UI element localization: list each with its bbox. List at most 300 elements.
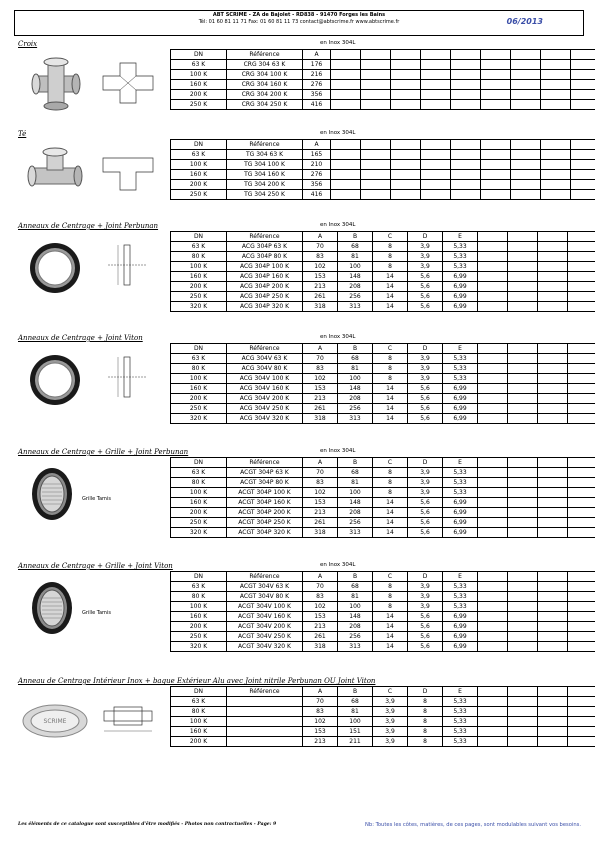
svg-text:SCRIME: SCRIME — [43, 718, 67, 725]
table-cell — [421, 150, 451, 160]
table-cell: 261 — [303, 518, 338, 528]
section-title: Anneaux de Centrage + Grille + Joint Perbunan — [18, 448, 189, 456]
column-header — [511, 50, 541, 60]
column-header — [478, 687, 508, 697]
table-cell: 5,6 — [408, 414, 443, 424]
table-cell: 250 K — [171, 292, 227, 302]
table-cell: 250 K — [171, 404, 227, 414]
table-cell: 416 — [303, 100, 331, 110]
table-cell: 100 K — [171, 262, 227, 272]
table-cell: 14 — [373, 632, 408, 642]
table-cell: 213 — [303, 508, 338, 518]
table-cell — [571, 80, 595, 90]
column-header — [421, 50, 451, 60]
table-cell: 6,99 — [443, 292, 478, 302]
table-cell — [508, 468, 538, 478]
table-cell — [361, 80, 391, 90]
table-cell: 8 — [373, 488, 408, 498]
table-cell — [568, 612, 595, 622]
table-cell — [361, 160, 391, 170]
table-cell: 153 — [303, 384, 338, 394]
column-header — [538, 572, 568, 582]
table-cell: 256 — [338, 404, 373, 414]
product-section — [0, 677, 595, 777]
table-cell — [568, 592, 595, 602]
column-header: DN — [171, 458, 227, 468]
table-cell: 148 — [338, 612, 373, 622]
table-cell — [508, 252, 538, 262]
table-cell — [538, 242, 568, 252]
table-cell: 14 — [373, 302, 408, 312]
table-cell: 6,99 — [443, 612, 478, 622]
column-header: E — [443, 344, 478, 354]
table-cell: 80 K — [171, 592, 227, 602]
table-cell: 200 K — [171, 737, 227, 747]
table-cell — [508, 478, 538, 488]
table-cell — [511, 100, 541, 110]
table-cell: 213 — [303, 737, 338, 747]
table-cell: 320 K — [171, 302, 227, 312]
table-cell: 160 K — [171, 170, 227, 180]
table-row — [171, 252, 595, 262]
column-header: DN — [171, 50, 227, 60]
table-cell: 6,99 — [443, 632, 478, 642]
table-cell — [478, 404, 508, 414]
table-cell — [391, 80, 421, 90]
column-header — [508, 687, 538, 697]
table-cell — [571, 90, 595, 100]
table-cell — [508, 282, 538, 292]
table-cell: 100 — [338, 602, 373, 612]
table-cell — [227, 727, 303, 737]
table-cell — [568, 727, 595, 737]
table-cell — [478, 374, 508, 384]
column-header: C — [373, 344, 408, 354]
table-row — [171, 528, 595, 538]
table-cell: ACG 304V 200 K — [227, 394, 303, 404]
column-header: E — [443, 572, 478, 582]
table-cell — [481, 150, 511, 160]
table-cell: 3,9 — [408, 252, 443, 262]
table-cell — [568, 414, 595, 424]
table-cell: 5,33 — [443, 374, 478, 384]
table-cell: 160 K — [171, 498, 227, 508]
table-cell: 153 — [303, 498, 338, 508]
table-cell — [541, 70, 571, 80]
table-cell: 3,9 — [373, 697, 408, 707]
table-cell — [538, 518, 568, 528]
table-row — [171, 100, 595, 110]
table-cell — [508, 717, 538, 727]
section-material: en Inox 304L — [320, 130, 356, 136]
table-cell — [331, 170, 361, 180]
table-cell: 250 K — [171, 632, 227, 642]
table-cell — [538, 632, 568, 642]
table-cell — [568, 582, 595, 592]
column-header: D — [408, 344, 443, 354]
table-cell: 320 K — [171, 642, 227, 652]
table-cell — [568, 282, 595, 292]
table-cell: 256 — [338, 518, 373, 528]
table-cell — [331, 60, 361, 70]
table-cell: 14 — [373, 414, 408, 424]
company-contact: Tél: 01 60 81 11 71 Fax: 01 60 81 11 73 contact@abtscrime.fr www.abtscrime.fr — [198, 19, 400, 25]
table-cell: 5,6 — [408, 622, 443, 632]
table-cell: CRG 304 160 K — [227, 80, 303, 90]
table-row — [171, 478, 595, 488]
table-cell — [478, 727, 508, 737]
table-cell: 68 — [338, 468, 373, 478]
section-title: Anneaux de Centrage + Grille + Joint Viton — [18, 562, 173, 570]
table-cell — [508, 498, 538, 508]
table-cell: 148 — [338, 384, 373, 394]
table-cell: 80 K — [171, 478, 227, 488]
column-header: Référence — [227, 50, 303, 60]
table-cell — [538, 414, 568, 424]
table-cell — [541, 160, 571, 170]
table-cell — [508, 622, 538, 632]
table-cell: 8 — [408, 727, 443, 737]
table-cell: 100 K — [171, 717, 227, 727]
table-cell — [227, 737, 303, 747]
table-cell: 5,33 — [443, 727, 478, 737]
table-cell: 313 — [338, 642, 373, 652]
table-cell: 80 K — [171, 252, 227, 262]
table-cell: 83 — [303, 707, 338, 717]
table-cell — [511, 90, 541, 100]
table-cell: CRG 304 63 K — [227, 60, 303, 70]
table-cell: 8 — [373, 478, 408, 488]
table-cell — [568, 518, 595, 528]
table-cell — [568, 394, 595, 404]
table-cell — [331, 100, 361, 110]
table-cell — [391, 190, 421, 200]
table-cell — [451, 180, 481, 190]
table-cell — [508, 697, 538, 707]
table-cell: 3,9 — [373, 737, 408, 747]
table-cell — [478, 252, 508, 262]
table-cell — [541, 170, 571, 180]
column-header — [478, 458, 508, 468]
table-cell: 63 K — [171, 582, 227, 592]
table-cell: 5,33 — [443, 697, 478, 707]
table-cell: 14 — [373, 282, 408, 292]
column-header: D — [408, 687, 443, 697]
column-header: A — [303, 344, 338, 354]
table-cell: 3,9 — [408, 468, 443, 478]
table-cell — [478, 518, 508, 528]
table-cell: 6,99 — [443, 394, 478, 404]
table-cell: 160 K — [171, 272, 227, 282]
table-cell: 5,33 — [443, 717, 478, 727]
table-cell — [511, 160, 541, 170]
table-cell: 3,9 — [408, 592, 443, 602]
table-cell — [421, 90, 451, 100]
column-header — [478, 572, 508, 582]
table-row — [171, 737, 595, 747]
column-header: D — [408, 232, 443, 242]
table-cell: 318 — [303, 528, 338, 538]
table-cell — [331, 190, 361, 200]
table-cell — [568, 404, 595, 414]
table-cell — [451, 190, 481, 200]
table-cell — [478, 717, 508, 727]
table-cell: 83 — [303, 364, 338, 374]
table-cell — [391, 180, 421, 190]
table-cell: ACGT 304V 200 K — [227, 622, 303, 632]
table-cell: 5,33 — [443, 478, 478, 488]
table-row — [171, 292, 595, 302]
table-cell — [391, 160, 421, 170]
table-cell: 153 — [303, 272, 338, 282]
table-cell: 14 — [373, 518, 408, 528]
table-cell — [568, 302, 595, 312]
column-header: B — [338, 687, 373, 697]
table-cell: 176 — [303, 60, 331, 70]
table-cell — [391, 100, 421, 110]
table-row — [171, 697, 595, 707]
table-cell: 160 K — [171, 612, 227, 622]
table-cell — [478, 282, 508, 292]
column-header — [508, 572, 538, 582]
table-cell — [478, 508, 508, 518]
column-header: E — [443, 458, 478, 468]
product-photo — [20, 462, 90, 526]
table-cell: TG 304 200 K — [227, 180, 303, 190]
column-header: C — [373, 458, 408, 468]
table-cell: ACGT 304V 250 K — [227, 632, 303, 642]
table-cell: 148 — [338, 272, 373, 282]
column-header — [571, 140, 595, 150]
column-header: A — [303, 687, 338, 697]
table-cell: 356 — [303, 180, 331, 190]
table-cell: 153 — [303, 727, 338, 737]
table-row — [171, 354, 595, 364]
column-header — [568, 344, 595, 354]
table-header-row — [171, 140, 595, 150]
table-cell: 5,6 — [408, 302, 443, 312]
table-cell — [568, 292, 595, 302]
table-row — [171, 150, 595, 160]
column-header: D — [408, 572, 443, 582]
table-cell — [478, 272, 508, 282]
table-cell: 6,99 — [443, 414, 478, 424]
table-cell — [508, 394, 538, 404]
table-row — [171, 364, 595, 374]
table-row — [171, 60, 595, 70]
table-cell: 208 — [338, 508, 373, 518]
column-header — [571, 50, 595, 60]
table-cell: 8 — [373, 592, 408, 602]
table-cell — [511, 170, 541, 180]
product-section — [0, 222, 595, 322]
column-header — [478, 232, 508, 242]
table-cell: 100 K — [171, 70, 227, 80]
table-cell — [331, 160, 361, 170]
table-cell: 14 — [373, 642, 408, 652]
table-cell — [451, 90, 481, 100]
table-cell: 200 K — [171, 90, 227, 100]
table-cell: 83 — [303, 252, 338, 262]
table-row — [171, 242, 595, 252]
table-row — [171, 374, 595, 384]
table-cell — [421, 190, 451, 200]
table-cell: 8 — [373, 354, 408, 364]
table-cell: 208 — [338, 394, 373, 404]
table-cell — [508, 302, 538, 312]
table-cell: 100 K — [171, 160, 227, 170]
table-cell: CRG 304 250 K — [227, 100, 303, 110]
table-cell: ACGT 304V 320 K — [227, 642, 303, 652]
table-cell: 210 — [303, 160, 331, 170]
table-row — [171, 642, 595, 652]
section-title: Anneau de Centrage Intérieur Inox + baque Extérieur Alu avec Joint nitrile Perbunan OU Joint Viton — [18, 677, 376, 685]
table-cell: 3,9 — [408, 374, 443, 384]
table-cell — [538, 252, 568, 262]
table-cell — [538, 282, 568, 292]
table-row — [171, 518, 595, 528]
table-cell — [478, 697, 508, 707]
table-cell: ACG 304P 63 K — [227, 242, 303, 252]
table-cell: 3,9 — [408, 602, 443, 612]
table-cell — [481, 170, 511, 180]
table-cell — [481, 80, 511, 90]
table-cell — [451, 150, 481, 160]
table-cell: 3,9 — [408, 582, 443, 592]
table-cell — [538, 354, 568, 364]
table-cell — [541, 180, 571, 190]
table-row — [171, 707, 595, 717]
table-cell: 68 — [338, 697, 373, 707]
spec-table — [170, 139, 595, 200]
table-cell — [508, 292, 538, 302]
table-row — [171, 272, 595, 282]
table-cell — [568, 602, 595, 612]
table-cell: 63 K — [171, 354, 227, 364]
product-photo — [20, 54, 90, 118]
table-cell: 80 K — [171, 707, 227, 717]
table-cell: TG 304 250 K — [227, 190, 303, 200]
table-cell — [361, 180, 391, 190]
table-cell — [508, 518, 538, 528]
table-cell: 8 — [373, 252, 408, 262]
table-cell: 5,33 — [443, 707, 478, 717]
table-cell: 100 K — [171, 374, 227, 384]
table-cell: 5,6 — [408, 632, 443, 642]
footer-note: Nb: Toutes les côtes, matières, de ces pages, sont modulables suivant vos besoins. — [365, 822, 581, 828]
table-cell: 8 — [408, 737, 443, 747]
table-cell — [508, 602, 538, 612]
table-row — [171, 498, 595, 508]
table-cell — [568, 508, 595, 518]
table-cell — [451, 60, 481, 70]
table-cell: 250 K — [171, 190, 227, 200]
table-header-row — [171, 458, 595, 468]
table-cell: 8 — [408, 717, 443, 727]
table-cell: 102 — [303, 602, 338, 612]
table-row — [171, 414, 595, 424]
table-cell — [538, 404, 568, 414]
table-cell: 261 — [303, 632, 338, 642]
table-cell — [568, 642, 595, 652]
table-cell: 63 K — [171, 60, 227, 70]
table-cell: ACG 304V 80 K — [227, 364, 303, 374]
table-cell — [391, 90, 421, 100]
table-header-row — [171, 687, 595, 697]
table-cell — [478, 612, 508, 622]
table-cell — [421, 100, 451, 110]
table-cell — [508, 404, 538, 414]
table-cell: 102 — [303, 374, 338, 384]
table-cell: 70 — [303, 354, 338, 364]
column-header: A — [303, 50, 331, 60]
table-cell — [541, 150, 571, 160]
table-cell: 8 — [373, 262, 408, 272]
column-header — [361, 140, 391, 150]
table-cell — [538, 272, 568, 282]
table-cell — [511, 150, 541, 160]
table-cell — [571, 100, 595, 110]
table-cell: 148 — [338, 498, 373, 508]
column-header — [568, 232, 595, 242]
column-header: A — [303, 140, 331, 150]
table-cell — [541, 100, 571, 110]
table-cell: ACGT 304V 160 K — [227, 612, 303, 622]
table-cell: 83 — [303, 592, 338, 602]
table-cell — [451, 70, 481, 80]
table-cell — [508, 632, 538, 642]
table-row — [171, 90, 595, 100]
table-row — [171, 262, 595, 272]
table-cell — [568, 262, 595, 272]
column-header: A — [303, 572, 338, 582]
table-cell — [538, 642, 568, 652]
section-title: Croix — [18, 40, 38, 48]
table-cell: 5,6 — [408, 384, 443, 394]
table-cell: 200 K — [171, 282, 227, 292]
table-cell — [541, 80, 571, 90]
table-row — [171, 488, 595, 498]
table-cell — [568, 737, 595, 747]
table-cell: 8 — [373, 374, 408, 384]
table-cell — [508, 508, 538, 518]
table-cell: 8 — [408, 707, 443, 717]
table-cell — [481, 60, 511, 70]
table-cell: 5,6 — [408, 498, 443, 508]
table-cell: ACGT 304P 320 K — [227, 528, 303, 538]
table-cell — [361, 190, 391, 200]
column-header: DN — [171, 232, 227, 242]
table-cell: 153 — [303, 612, 338, 622]
table-cell — [421, 70, 451, 80]
table-cell: ACG 304P 160 K — [227, 272, 303, 282]
table-cell: 6,99 — [443, 642, 478, 652]
table-cell: ACG 304V 100 K — [227, 374, 303, 384]
table-cell: 356 — [303, 90, 331, 100]
table-cell — [478, 737, 508, 747]
table-cell: ACG 304P 100 K — [227, 262, 303, 272]
table-cell — [451, 100, 481, 110]
table-header-row — [171, 50, 595, 60]
spec-table — [170, 343, 595, 424]
table-cell — [421, 170, 451, 180]
table-cell — [568, 717, 595, 727]
technical-drawing — [98, 352, 158, 406]
table-row — [171, 302, 595, 312]
table-cell: 318 — [303, 302, 338, 312]
table-cell: 5,6 — [408, 394, 443, 404]
spec-table — [170, 231, 595, 312]
